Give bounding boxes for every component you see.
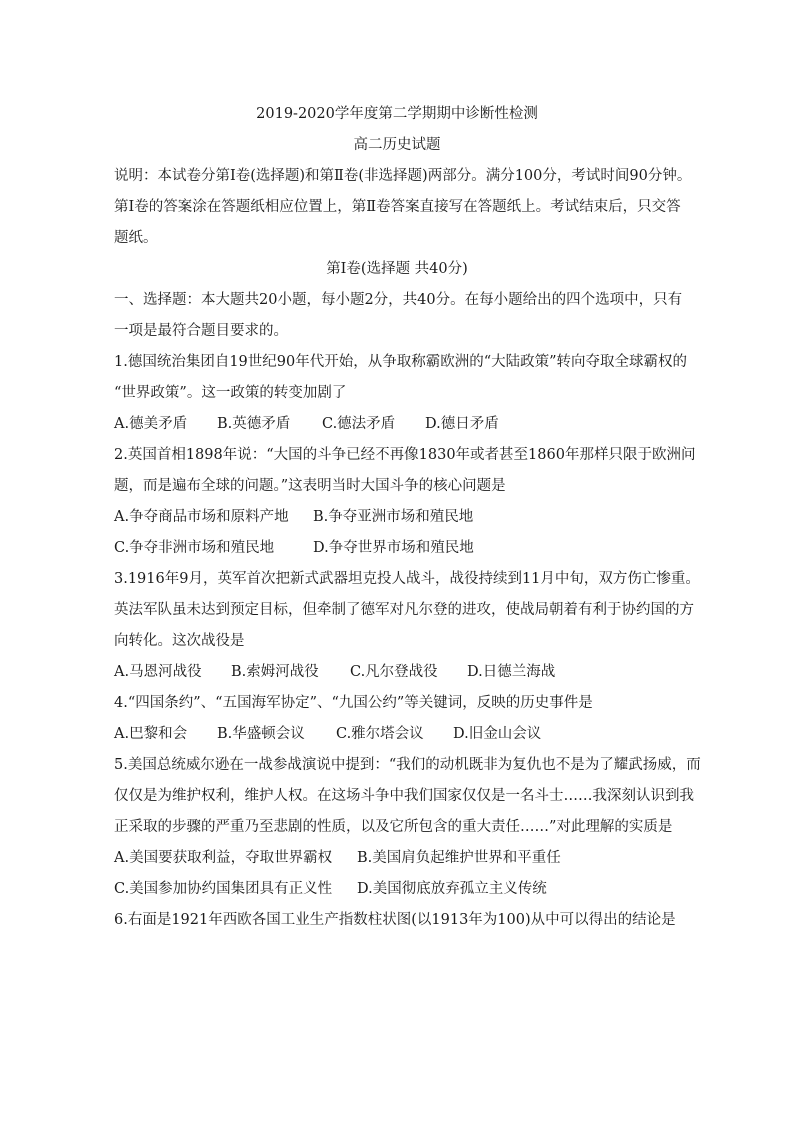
question-4-option-d: D.旧金山会议: [453, 726, 542, 742]
question-5-option-a: A.美国要获取利益，夺取世界霸权: [114, 850, 333, 866]
question-2-option-c: C.争夺非洲市场和殖民地: [114, 540, 275, 556]
question-5-line-2: 仅仅是为维护权利，维护人权。在这场斗争中我们国家仅仅是一名斗士……我深刻认识到我: [114, 788, 694, 804]
question-1-option-b: B.英德矛盾: [217, 416, 291, 432]
question-2-line-1: 2.英国首相1898年说：“大国的斗争已经不再像1830年或者甚至1860年那样只限于欧洲问: [114, 447, 696, 463]
question-1-line-2: “世界政策”。这一政策的转变加剧了: [114, 385, 347, 401]
section1-intro-line-2: 一项是最符合题目要求的。: [114, 323, 288, 339]
question-4-option-c: C.雅尔塔会议: [336, 726, 424, 742]
question-2-line-2: 题，而是遍布全球的问题。”这表明当时大国斗争的核心问题是: [114, 478, 506, 494]
instructions-line-3: 题纸。: [114, 230, 158, 246]
question-3-line-2: 英法军队虽未达到预定目标，但牵制了德军对凡尔登的进攻，使战局朝着有利于协约国的方: [114, 602, 694, 618]
question-3-option-b: B.索姆河战役: [231, 664, 319, 680]
question-1-option-d: D.德日矛盾: [425, 416, 499, 432]
question-3-option-c: C.凡尔登战役: [350, 664, 438, 680]
question-3-option-d: D.日德兰海战: [467, 664, 556, 680]
question-5-option-b: B.美国肩负起维护世界和平重任: [357, 850, 561, 866]
question-6-line-1: 6.右面是1921年西欧各国工业生产指数柱状图(以1913年为100)从中可以得出的结论是: [114, 912, 676, 928]
instructions-line-1: 说明：本试卷分第Ⅰ卷(选择题)和第Ⅱ卷(非选择题)两部分。满分100分，考试时间90分钟。: [114, 168, 692, 184]
exam-subtitle: 高二历史试题: [353, 137, 441, 153]
section1-intro-line-1: 一、选择题：本大题共20小题，每小题2分，共40分。在每小题给出的四个选项中，只有: [114, 292, 683, 308]
question-5-line-3: 正采取的步骤的严重乃至悲剧的性质，以及它所包含的重大责任……”对此理解的实质是: [114, 819, 673, 835]
instructions-line-2: 第Ⅰ卷的答案涂在答题纸相应位置上，第Ⅱ卷答案直接写在答题纸上。考试结束后，只交答: [114, 199, 681, 215]
question-4-line-1: 4.“四国条约”、“五国海军协定”、“九国公约”等关键词，反映的历史事件是: [114, 695, 593, 711]
question-2-option-b: B.争夺亚洲市场和殖民地: [313, 509, 474, 525]
question-3-line-1: 3.1916年9月，英军首次把新式武器坦克投人战斗，战役持续到11月中旬，双方伤亡惨重。: [114, 571, 700, 587]
question-1-option-c: C.德法矛盾: [322, 416, 396, 432]
question-5-option-c: C.美国参加协约国集团具有正义性: [114, 881, 333, 897]
exam-title: 2019-2020学年度第二学期期中诊断性检测: [256, 106, 538, 122]
question-5-line-1: 5.美国总统威尔逊在一战参战演说中提到：“我们的动机既非为复仇也不是为了耀武扬威，而: [114, 757, 701, 773]
part1-title: 第Ⅰ卷(选择题 共40分): [326, 261, 468, 277]
question-2-option-a: A.争夺商品市场和原料产地: [114, 509, 289, 525]
question-4-option-b: B.华盛顿会议: [217, 726, 305, 742]
question-1-line-1: 1.德国统治集团自19世纪90年代开始，从争取称霸欧洲的“大陆政策”转向夺取全球霸权的: [114, 354, 688, 370]
question-4-option-a: A.巴黎和会: [114, 726, 188, 742]
question-5-option-d: D.美国彻底放弃孤立主义传统: [357, 881, 547, 897]
question-3-option-a: A.马恩河战役: [114, 664, 202, 680]
question-1-option-a: A.德美矛盾: [114, 416, 188, 432]
question-2-option-d: D.争夺世界市场和殖民地: [313, 540, 474, 556]
question-3-line-3: 向转化。这次战役是: [114, 633, 245, 649]
